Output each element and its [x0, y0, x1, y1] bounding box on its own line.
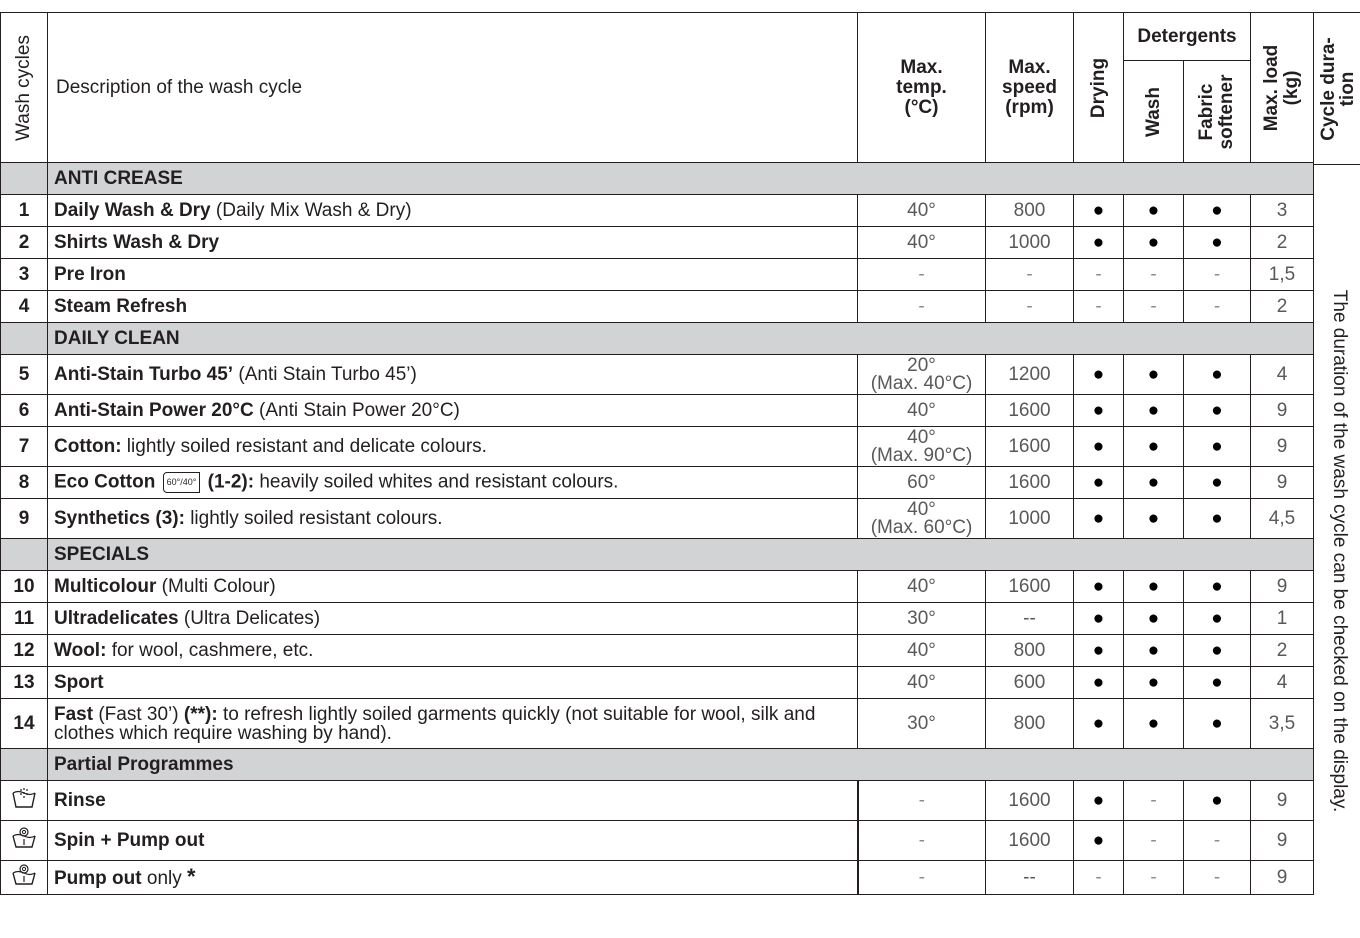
- wash-detergent-cell: -: [1124, 861, 1184, 895]
- wash-detergent-cell: ●: [1124, 355, 1184, 395]
- max-load-cell: 9: [1251, 467, 1314, 499]
- cycle-name: Ultradelicates: [54, 608, 179, 629]
- cycle-description: [48, 667, 858, 699]
- max-load-cell: 9: [1251, 571, 1314, 603]
- max-temp-cell: -: [858, 821, 986, 861]
- cycle-description: [48, 821, 858, 861]
- max-temp-cell: 40°: [858, 635, 986, 667]
- cycle-description: Eco Cotton 60°/40° (1-2): heavily soiled whites and resistant colours.: [48, 467, 858, 499]
- cycle-description: [48, 781, 858, 821]
- table-row: [1, 227, 1314, 259]
- wash-detergent-cell: ●: [1124, 467, 1184, 499]
- wash-detergent-cell: -: [1124, 259, 1184, 291]
- cycle-name: Synthetics (3):: [54, 508, 185, 529]
- cycle-name: Steam Refresh: [54, 296, 188, 317]
- max-speed-cell: -: [986, 291, 1074, 323]
- table-row: [1, 467, 1314, 499]
- cycle-description: Wool: for wool, cashmere, etc.: [48, 635, 858, 667]
- max-speed-cell: 1000: [986, 499, 1074, 539]
- cycle-name: Fast: [54, 703, 94, 725]
- cycle-number: 13: [1, 667, 48, 699]
- cycle-number: 8: [1, 467, 48, 499]
- drying-cell: -: [1074, 259, 1124, 291]
- max-temp-cell: 40°: [858, 227, 986, 259]
- drying-cell: ●: [1074, 821, 1124, 861]
- cycle-name: Anti-Stain Turbo 45’: [54, 364, 234, 385]
- max-temp-cell: 40° (Max. 60°C): [858, 499, 986, 539]
- max-temp-cell: 30°: [858, 603, 986, 635]
- cycle-number: 11: [1, 603, 48, 635]
- wash-detergent-cell: -: [1124, 821, 1184, 861]
- cycle-name: Pump out: [54, 868, 142, 889]
- wash-detergent-cell: ●: [1124, 667, 1184, 699]
- drying-cell: ●: [1074, 355, 1124, 395]
- softener-cell: -: [1184, 259, 1251, 291]
- cycle-description: Daily Wash & Dry (Daily Mix Wash & Dry): [48, 195, 858, 227]
- cycle-name: Sport: [54, 672, 104, 693]
- section-row: [1, 163, 1314, 195]
- max-temp-cell: 40°: [858, 395, 986, 427]
- softener-cell: -: [1184, 861, 1251, 895]
- softener-cell: ●: [1184, 667, 1251, 699]
- cycle-description: Anti-Stain Power 20°C (Anti Stain Power 20°C): [48, 395, 858, 427]
- header-wash: Wash: [1124, 61, 1184, 163]
- wash-cycles-table: [0, 12, 1314, 895]
- table-row: [1, 699, 1314, 749]
- max-speed-cell: 1600: [986, 821, 1074, 861]
- section-title: SPECIALS: [48, 539, 1314, 571]
- header-max-load: Max. load (kg): [1251, 13, 1314, 163]
- cycle-description: [48, 291, 858, 323]
- header-wash-cycles: Wash cycles: [1, 13, 48, 163]
- cycle-number: 3: [1, 259, 48, 291]
- cycle-number: 6: [1, 395, 48, 427]
- max-load-cell: 3: [1251, 195, 1314, 227]
- cycle-name: Eco Cotton: [54, 471, 156, 493]
- drying-cell: ●: [1074, 699, 1124, 749]
- cycle-number: 5: [1, 355, 48, 395]
- max-load-cell: 4: [1251, 667, 1314, 699]
- header-cycle-duration: Cycle dura- tion: [1313, 12, 1360, 165]
- max-load-cell: 1,5: [1251, 259, 1314, 291]
- max-load-cell: 2: [1251, 291, 1314, 323]
- max-temp-cell: -: [858, 781, 986, 821]
- max-temp-cell: 40°: [858, 195, 986, 227]
- cycle-name: Cotton:: [54, 436, 122, 457]
- cycle-name: Shirts Wash & Dry: [54, 232, 220, 253]
- drying-cell: ●: [1074, 667, 1124, 699]
- max-temp-cell: -: [858, 259, 986, 291]
- cycle-number: 1: [1, 195, 48, 227]
- section-row: [1, 323, 1314, 355]
- max-load-cell: 9: [1251, 821, 1314, 861]
- table-row: [1, 571, 1314, 603]
- wash-detergent-cell: ●: [1124, 603, 1184, 635]
- drying-cell: ●: [1074, 395, 1124, 427]
- max-temp-cell: 60°: [858, 467, 986, 499]
- drying-cell: -: [1074, 861, 1124, 895]
- drying-cell: ●: [1074, 499, 1124, 539]
- max-speed-cell: 600: [986, 667, 1074, 699]
- max-load-cell: 9: [1251, 861, 1314, 895]
- table-row: [1, 195, 1314, 227]
- max-speed-cell: -: [986, 259, 1074, 291]
- softener-cell: -: [1184, 291, 1251, 323]
- header-detergents: Detergents: [1124, 13, 1251, 61]
- cycle-number: 10: [1, 571, 48, 603]
- max-load-cell: 2: [1251, 635, 1314, 667]
- drying-cell: ●: [1074, 635, 1124, 667]
- cycle-description: Pump out only *: [48, 861, 858, 895]
- drying-cell: -: [1074, 291, 1124, 323]
- rinse-icon: [1, 781, 48, 821]
- max-speed-cell: 1600: [986, 395, 1074, 427]
- section-title: DAILY CLEAN: [48, 323, 1314, 355]
- table-row: [1, 355, 1314, 395]
- softener-cell: ●: [1184, 355, 1251, 395]
- cycle-description: [48, 259, 858, 291]
- max-temp-cell: -: [858, 861, 986, 895]
- cycle-description: Fast (Fast 30’) (**): to refresh lightly soiled garments quickly (not suitable for wool, silk and clothes which require washing by hand).: [48, 699, 858, 749]
- wash-detergent-cell: ●: [1124, 499, 1184, 539]
- cycle-name: Multicolour: [54, 576, 157, 597]
- cycle-description: Multicolour (Multi Colour): [48, 571, 858, 603]
- cycle-duration-note: The duration of the wash cycle can be checked on the display.: [1329, 289, 1350, 812]
- softener-cell: ●: [1184, 195, 1251, 227]
- cycle-number: 4: [1, 291, 48, 323]
- max-speed-cell: 1000: [986, 227, 1074, 259]
- softener-cell: ●: [1184, 427, 1251, 467]
- wash-detergent-cell: ●: [1124, 635, 1184, 667]
- cycle-number: 9: [1, 499, 48, 539]
- cycle-name: Spin + Pump out: [54, 830, 205, 851]
- spin-icon: [1, 821, 48, 861]
- cycle-number: 12: [1, 635, 48, 667]
- cycle-name: Rinse: [54, 790, 106, 811]
- table-row: [1, 861, 1314, 895]
- max-load-cell: 9: [1251, 395, 1314, 427]
- cycle-description: Anti-Stain Turbo 45’ (Anti Stain Turbo 45’): [48, 355, 858, 395]
- max-load-cell: 1: [1251, 603, 1314, 635]
- cycle-number: 7: [1, 427, 48, 467]
- table-body: [1, 163, 1314, 895]
- softener-cell: ●: [1184, 571, 1251, 603]
- max-speed-cell: 1600: [986, 571, 1074, 603]
- cycle-description: Ultradelicates (Ultra Delicates): [48, 603, 858, 635]
- table-row: [1, 603, 1314, 635]
- softener-cell: ●: [1184, 781, 1251, 821]
- softener-cell: ●: [1184, 227, 1251, 259]
- header-max-speed: Max. speed (rpm): [986, 13, 1074, 163]
- cycle-name: Wool:: [54, 640, 107, 661]
- drying-cell: ●: [1074, 781, 1124, 821]
- wash-detergent-cell: ●: [1124, 195, 1184, 227]
- max-speed-cell: 1600: [986, 427, 1074, 467]
- max-temp-cell: -: [858, 291, 986, 323]
- max-load-cell: 9: [1251, 781, 1314, 821]
- wash-detergent-cell: -: [1124, 781, 1184, 821]
- section-title: Partial Programmes: [48, 749, 1314, 781]
- table-row: [1, 291, 1314, 323]
- softener-cell: ●: [1184, 395, 1251, 427]
- max-temp-cell: 30°: [858, 699, 986, 749]
- table-row: [1, 821, 1314, 861]
- max-load-cell: 4: [1251, 355, 1314, 395]
- wash-detergent-cell: ●: [1124, 395, 1184, 427]
- drying-cell: ●: [1074, 603, 1124, 635]
- table-row: [1, 635, 1314, 667]
- max-speed-cell: 800: [986, 699, 1074, 749]
- wash-detergent-cell: -: [1124, 291, 1184, 323]
- softener-cell: ●: [1184, 635, 1251, 667]
- drying-cell: ●: [1074, 427, 1124, 467]
- max-temp-cell: 20° (Max. 40°C): [858, 355, 986, 395]
- drying-cell: ●: [1074, 571, 1124, 603]
- table-row: [1, 499, 1314, 539]
- header-fabric-softener: Fabric softener: [1184, 61, 1251, 163]
- softener-cell: ●: [1184, 699, 1251, 749]
- cycle-number: 2: [1, 227, 48, 259]
- pump-icon: [1, 861, 48, 895]
- table-row: [1, 259, 1314, 291]
- max-load-cell: 3,5: [1251, 699, 1314, 749]
- eco-60-40-icon: 60°/40°: [163, 472, 201, 493]
- max-speed-cell: 1600: [986, 467, 1074, 499]
- table-row: [1, 395, 1314, 427]
- max-load-cell: 9: [1251, 427, 1314, 467]
- header-max-temp: Max. temp. (°C): [858, 13, 986, 163]
- section-row: [1, 539, 1314, 571]
- cycle-description: [48, 227, 858, 259]
- drying-cell: ●: [1074, 195, 1124, 227]
- header-description: Description of the wash cycle: [48, 13, 858, 163]
- max-temp-cell: 40°: [858, 667, 986, 699]
- max-speed-cell: 1600: [986, 781, 1074, 821]
- drying-cell: ●: [1074, 227, 1124, 259]
- max-speed-cell: 800: [986, 195, 1074, 227]
- cycle-name: Daily Wash & Dry: [54, 200, 211, 221]
- softener-cell: ●: [1184, 499, 1251, 539]
- cycle-name: Pre Iron: [54, 264, 126, 285]
- max-speed-cell: 800: [986, 635, 1074, 667]
- header-drying: Drying: [1074, 13, 1124, 163]
- table-row: [1, 781, 1314, 821]
- max-temp-cell: 40°: [858, 571, 986, 603]
- softener-cell: ●: [1184, 467, 1251, 499]
- cycle-description: Synthetics (3): lightly soiled resistant colours.: [48, 499, 858, 539]
- wash-detergent-cell: ●: [1124, 227, 1184, 259]
- max-temp-cell: 40° (Max. 90°C): [858, 427, 986, 467]
- wash-detergent-cell: ●: [1124, 571, 1184, 603]
- table-row: [1, 427, 1314, 467]
- drying-cell: ●: [1074, 467, 1124, 499]
- cycle-number: 14: [1, 699, 48, 749]
- max-speed-cell: 1200: [986, 355, 1074, 395]
- max-speed-cell: --: [986, 603, 1074, 635]
- max-load-cell: 4,5: [1251, 499, 1314, 539]
- section-title: ANTI CREASE: [48, 163, 1314, 195]
- max-load-cell: 2: [1251, 227, 1314, 259]
- max-speed-cell: --: [986, 861, 1074, 895]
- softener-cell: ●: [1184, 603, 1251, 635]
- table-row: [1, 667, 1314, 699]
- cycle-name: Anti-Stain Power 20°C: [54, 400, 254, 421]
- wash-detergent-cell: ●: [1124, 427, 1184, 467]
- wash-detergent-cell: ●: [1124, 699, 1184, 749]
- softener-cell: -: [1184, 821, 1251, 861]
- section-row: [1, 749, 1314, 781]
- cycle-description: Cotton: lightly soiled resistant and delicate colours.: [48, 427, 858, 467]
